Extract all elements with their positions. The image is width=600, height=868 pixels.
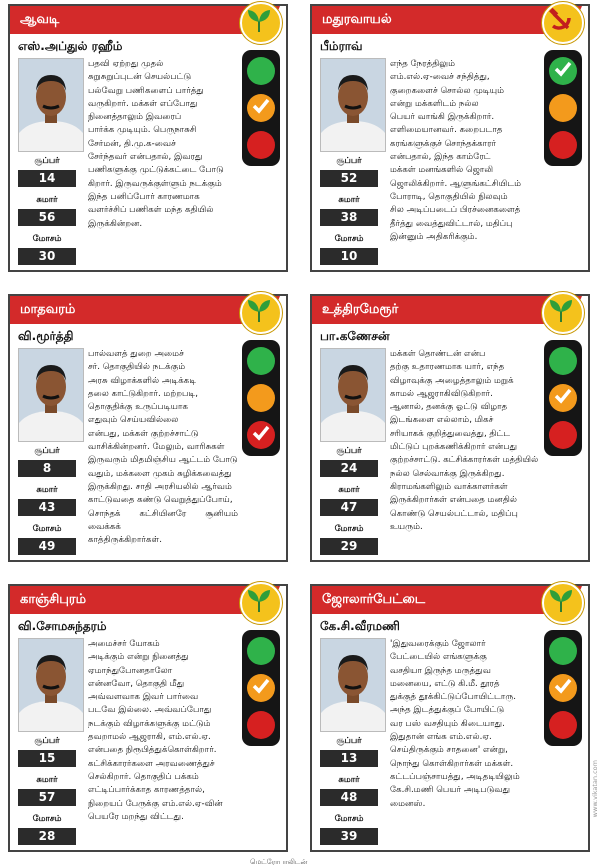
rating-label: சுமார் — [36, 775, 58, 785]
candidate-photo — [320, 638, 386, 732]
rating-block — [18, 234, 76, 265]
candidate-name: பீம்ராவ் — [320, 39, 363, 53]
two-leaves-icon — [542, 582, 584, 624]
rating-label: மோசம் — [334, 234, 364, 244]
two-leaves-icon — [240, 2, 282, 44]
rating-value: 49 — [18, 538, 76, 555]
rating-label: சூப்பர் — [34, 736, 60, 746]
rating-block — [18, 814, 76, 845]
rating-value: 38 — [320, 209, 378, 226]
rating-value: 43 — [18, 499, 76, 516]
rating-block — [320, 485, 378, 516]
rating-label: சுமார் — [338, 775, 360, 785]
rating-block — [320, 156, 378, 187]
constituency-title: மதுரவாயல் — [312, 6, 570, 34]
constituency-title: மாதவரம் — [10, 296, 268, 324]
candidate-name: எஸ்.அப்துல் ரஹீம் — [18, 39, 123, 53]
rating-value: 30 — [18, 248, 76, 265]
rating-value: 24 — [320, 460, 378, 477]
rating-block — [18, 524, 76, 555]
rating-block — [320, 524, 378, 555]
page-footer: மெட்ரோபாலிடன் — [250, 858, 308, 866]
traffic-light — [544, 630, 582, 746]
rating-value: 52 — [320, 170, 378, 187]
green-lamp — [247, 347, 275, 375]
rating-label: சூப்பர் — [336, 446, 362, 456]
rating-label: சுமார் — [338, 195, 360, 205]
hammer-sickle-icon — [542, 2, 584, 44]
rating-label: மோசம் — [32, 814, 62, 824]
candidate-name: கே.சி.வீரமணி — [320, 619, 400, 633]
green-lamp — [247, 637, 275, 665]
amber-lamp — [549, 674, 577, 702]
green-lamp — [549, 637, 577, 665]
rating-block — [320, 736, 378, 767]
amber-lamp — [549, 94, 577, 122]
green-lamp — [247, 57, 275, 85]
rating-label: மோசம் — [334, 524, 364, 534]
red-lamp — [247, 421, 275, 449]
two-leaves-icon — [542, 292, 584, 334]
rating-block — [320, 195, 378, 226]
candidate-name: வி.சோமசுந்தரம் — [18, 619, 107, 633]
red-lamp — [247, 131, 275, 159]
amber-lamp — [549, 384, 577, 412]
candidate-description: மக்கள் தொண்டன் என்ப தற்கு உதாரணமாக யார், எந்த விழாவுக்கு அழைத்தாலும் மறுக் காமல் ஆஜராகிவிடுகிறார். ஆனால், தனக்கு ஓட்டு விழாத இடங்களை எல்லாம், மிகச் சரியாகக் குறித்துவைத்து, திட்ட மிட்டுப் புறக்கணிக்கிறார் என்பது குற்றச்சாட்டு. கட்சிக்காரர்கள் மத்தியில் நல்ல செல்வாக்கு இருக்கிறது. கிராமங்களிலும் வாக்காளர்கள் இருக்கிறார்கள் என்பதை மனதில் கொண்டு செயல்பட்டால், மதிப்பு உயரும். — [390, 349, 539, 532]
constituency-title: உத்திரமேரூர் — [312, 296, 570, 324]
candidate-description: 'இதுவரைக்கும் ஜோலார் பேட்டையில் எங்களுக்கு வசதியா இருந்த மருத்துவ மனையை, எட்டு கி.மீ. தூரத் துக்குத் தூக்கிட்டுப்போயிட்டாரு. அந்த இடத்துக்குப் போயிட்டு வர பஸ் வசதியும் கிடையாது. இதுதான் எங்க எம்.எல்.ஏ. செய்திருக்கும் சாதனை' என்று, நொந்து கொள்கிறார்கள் மக்கள். கட்டப்பஞ்சாயத்து, அடிதடியிலும் கே.சி.மணி பெயர் அடிபடுவது மைனஸ். — [390, 639, 520, 809]
candidate-description: பதவி ஏற்றது முதல் சுறுசுறுப்புடன் செயல்பட்டு பல்வேறு பணிகளைப் பார்த்து வருகிறார். மக்கள் எப்போது நினைத்தாலும் இவரைப் பார்க்க முடியும். பெருநாசுசி சேர்மன், தி.மு.க-வைச் சேர்ந்தவர் என்பதால், இவரது பணிகளுக்கு முட்டுக்கட்டை போடு கிறார். இருவருக்குள்ளும் நடக்கும் இந்த பனிப்போர் காரணமாக வளர்ச்சிப் பணிகள் மந்த கதியில் இருக்கின்றன. — [88, 59, 224, 229]
rating-label: சுமார் — [338, 485, 360, 495]
rating-label: சூப்பர் — [34, 446, 60, 456]
constituency-card — [310, 294, 590, 562]
red-lamp — [549, 421, 577, 449]
candidate-photo — [320, 58, 386, 152]
rating-label: மோசம் — [334, 814, 364, 824]
traffic-light — [544, 50, 582, 166]
candidate-photo — [320, 348, 386, 442]
candidate-description: அமைச்சர் யோகம் அடிக்கும் என்று நினைத்து ஏமாந்துபோனதாலோ என்னவோ, தொகுதி மீது அவ்வளவாக இவர் பார்வை படவே இல்லை. அவ்வப்போது நடக்கும் விழாக்களுக்கு மட்டும் தவறாமல் ஆஜராகி, எம்.எல்.ஏ. என்பதை நிரூபித்துக்கொள்கிறார். கட்சிக்காரர்களை அரவணைத்துச் செல்கிறார். தொகுதிப் பக்கம் எட்டிப்பார்க்காத காரணத்தால், நிறையப் பேருக்கு எம்.எல்.ஏ-வின் பெயரே மறந்து விட்டது. — [88, 639, 223, 822]
constituency-card — [8, 4, 288, 272]
rating-block — [320, 234, 378, 265]
constituency-card — [8, 294, 288, 562]
rating-label: மோசம் — [32, 524, 62, 534]
constituency-card — [310, 584, 590, 852]
rating-value: 13 — [320, 750, 378, 767]
traffic-light — [242, 630, 280, 746]
traffic-light — [242, 340, 280, 456]
rating-block — [320, 446, 378, 477]
green-lamp — [549, 57, 577, 85]
rating-block — [18, 446, 76, 477]
red-lamp — [549, 711, 577, 739]
rating-block — [18, 195, 76, 226]
rating-label: சுமார் — [36, 485, 58, 495]
rating-value: 10 — [320, 248, 378, 265]
rating-label: சூப்பர் — [336, 736, 362, 746]
constituency-card — [8, 584, 288, 852]
rating-label: சுமார் — [36, 195, 58, 205]
amber-lamp — [247, 94, 275, 122]
candidate-description: பால்வளத் துறை அமைச் சர். தொகுதியில் நடக்கும் அரசு விழாக்களில் அடிக்கடி தலை காட்டுகிறார். மற்றபடி, தொகுதிக்கு உருப்படியாக எதுவும் செய்யவில்லை என்பது, மக்கள் குற்றச்சாட்டு வாசிக்கின்றனர். மேலும், வாரிசுகள் இருவரும் மிதமிஞ்சிய ஆட்டம் போடு வதும், மக்களை முகம் சுழிக்கவைத்து இருக்கிறது. சாதி அரசியலில் ஆர்வம் காட்டுவதை கண்டு வெறுத்துப்போய், சொந்தக் கட்சியினரே சூனியம் வைக்கக் காத்திருக்கிறார்கள். — [88, 349, 238, 546]
rating-label: சூப்பர் — [34, 156, 60, 166]
rating-block — [18, 736, 76, 767]
constituency-title: ஜோலார்பேட்டை — [312, 586, 570, 614]
rating-value: 29 — [320, 538, 378, 555]
traffic-light — [544, 340, 582, 456]
rating-value: 28 — [18, 828, 76, 845]
rating-block — [18, 156, 76, 187]
candidate-photo — [18, 638, 84, 732]
two-leaves-icon — [240, 292, 282, 334]
red-lamp — [247, 711, 275, 739]
rating-block — [18, 775, 76, 806]
red-lamp — [549, 131, 577, 159]
traffic-light — [242, 50, 280, 166]
amber-lamp — [247, 384, 275, 412]
rating-value: 56 — [18, 209, 76, 226]
candidate-name: வி.மூர்த்தி — [18, 329, 74, 343]
constituency-title: ஆவடி — [10, 6, 268, 34]
constituency-card — [310, 4, 590, 272]
rating-value: 8 — [18, 460, 76, 477]
candidate-photo — [18, 58, 84, 152]
rating-block — [18, 485, 76, 516]
rating-value: 15 — [18, 750, 76, 767]
rating-value: 57 — [18, 789, 76, 806]
site-watermark: www.vikatan.com — [591, 760, 599, 818]
candidate-description: எந்த நேரத்திலும் எம்.எல்.ஏ-வைச் சந்தித்து, குறைகளைச் சொல்ல முடியும் என்று மக்களிடம் நல்ல பெயர் வாங்கி இருக்கிறார். எளிமையானவர். கறைபடாத கரங்களுக்குச் சொந்தக்காரர் என்பதால், இந்த காம்ரேட் மக்கள் மனங்களில் ஜொலி ஜொலிக்கிறார். ஆளுங்கட்சியிடம் போராடி, தொகுதியில் நிலவும் சில அடிப்படைப் பிரச்னைகளைத் தீர்த்து வைத்துவிட்டால், மதிப்பு இன்னும் அதிகரிக்கும். — [390, 59, 522, 242]
rating-value: 48 — [320, 789, 378, 806]
rating-value: 47 — [320, 499, 378, 516]
constituency-title: காஞ்சிபுரம் — [10, 586, 268, 614]
amber-lamp — [247, 674, 275, 702]
rating-block — [320, 775, 378, 806]
rating-label: மோசம் — [32, 234, 62, 244]
green-lamp — [549, 347, 577, 375]
rating-block — [320, 814, 378, 845]
rating-value: 14 — [18, 170, 76, 187]
rating-value: 39 — [320, 828, 378, 845]
rating-label: சூப்பர் — [336, 156, 362, 166]
candidate-photo — [18, 348, 84, 442]
two-leaves-icon — [240, 582, 282, 624]
candidate-name: பா.கணேசன் — [320, 329, 390, 343]
